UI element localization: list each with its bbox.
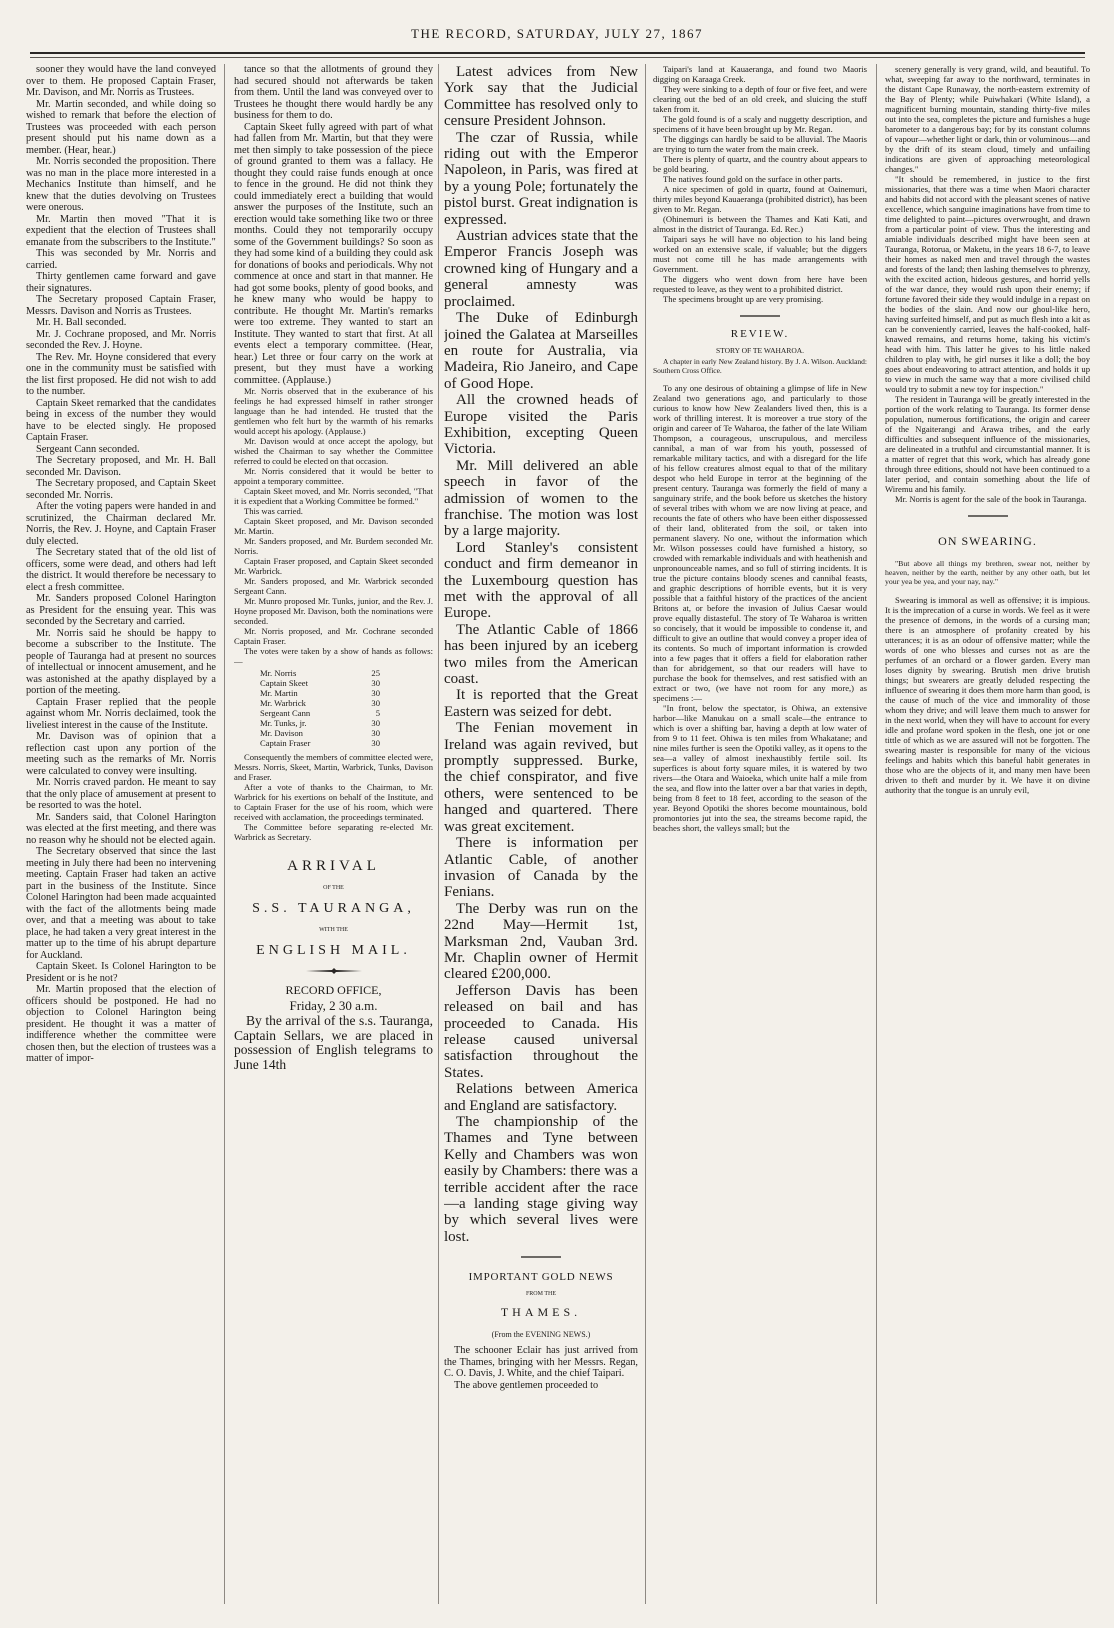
minutes-paragraph: After a vote of thanks to the Chairman, to Mr. Warbrick for his exertions on behalf of the Institute, and to Captain Fraser for the use of his room, which were received with acclamation, the proceedings terminated.: [234, 782, 433, 822]
arrival-with-the: WITH THE: [319, 927, 348, 933]
paragraph: The diggings can hardly be said to be alluvial. The Maoris are trying to turn the water from the main creek.: [653, 134, 867, 154]
minutes-paragraph: Mr. Sanders proposed, and Mr. Warbrick seconded Sergeant Cann.: [234, 576, 433, 596]
vote-count: 30: [371, 688, 380, 698]
column-divider: [876, 64, 877, 1604]
paragraph: Mr. H. Ball seconded.: [36, 317, 127, 328]
minutes-paragraph: The votes were taken by a show of hands as follows:—: [234, 646, 433, 666]
paragraph: Thirty gentlemen came forward and gave their signatures.: [26, 271, 216, 294]
minutes-paragraph: Mr. Norris proposed, and Mr. Cochrane seconded Captain Fraser.: [234, 626, 433, 646]
column-divider: [645, 64, 646, 1604]
arrival-heading: ARRIVAL: [287, 858, 380, 874]
paragraph: sooner they would have the land conveyed over to them. He proposed Captain Fraser, Mr. Davison, and Mr. Norris as Trustees.: [26, 64, 216, 98]
vote-row: [260, 738, 380, 748]
review-paragraph: "In front, below the spectator, is Ohiwa, an extensive harbor—like Manukau on a small scale—the entrance to which is over a shifting bar, having a depth at low water of from 9 to 11 feet. Ohiwa is ten miles from Whakatane; and nine miles further is seen the Opotiki valley, as it opens to the sea—a valley of almost inexhaustibly fertile soil. Its superfices is about forty square miles, it is watered by two rivers—the Otara and Waioeka, which unite half a mile from the sea, and flow into the latter over a bar that varies in depth, being from 8 feet to 18 feet, according to the season of the year. Beyond Opotiki the shores become mountainous, bold promontories jut into the sea, the streams become rapid, the beaches short, the valleys small; but the: [653, 703, 867, 833]
vote-count: 30: [371, 728, 380, 738]
minutes-paragraph: The Committee before separating re-elected Mr. Warbrick as Secretary.: [234, 822, 433, 842]
review-paragraph: "It should be remembered, in justice to the first missionaries, that there was a time when Maori character and habits did not accord with the pleasant scenes of native excellence, which sanguine imaginations have from time to time delighted to paint—pictures overwrought, and drawn from a particular point of view. Thus the interesting and amiable individuals described might have been seen at Tauranga, Rotorua, or Maketu, in the years 18 6-7, to leave their homes as naked men and travel through the wastes and forests of the land; then lashing themselves to phrenzy, with the excited action, hideous gestures, and horrid yells of the war dance, they would rush upon their enemy; if fortune favored their side they would indulge in a repast on the bodies of the slain. And now our ghoul-like hero, having surfeited himself, and put as much flesh into a kit as can be conveniently carried, leaves the half-cooked, half-knawed remains, and returns home, taking his victim's head with him. This latter he gives to his little naked children to play with, he girl nurses it like a doll; the boy goes about endeavoring to attract attention, and holds it up to view in much the same way that a more civilised child would try to submit a new toy for inspection.": [885, 174, 1090, 394]
vote-row: [260, 718, 380, 728]
paragraph: The Rev. Mr. Hoyne considered that every one in the community must be satisfied with the list first proposed. He did not wish to add to the number.: [26, 351, 216, 397]
paragraph: They were sinking to a depth of four or five feet, and were clearing out the bed of an old creek, and sluicing the stuff taken from it.: [653, 84, 867, 114]
paragraph: The schooner Eclair has just arrived from the Thames, bringing with her Messrs. Regan, C. O. Davis, J. White, and the chief Taipari.: [444, 1345, 638, 1380]
vote-row: [260, 698, 380, 708]
arrival-text: By the arrival of the s.s. Tauranga, Captain Sellars, we are placed in possession of English telegrams to June 14th: [234, 1013, 433, 1072]
minutes-paragraph: Mr. Norris considered that it would be better to appoint a temporary committee.: [234, 466, 433, 486]
vote-count: 30: [371, 738, 380, 748]
vote-row: [260, 708, 380, 718]
telegram-item: The championship of the Thames and Tyne between Kelly and Chambers was won easily by Chambers: there was a terrible accident after the race—a landing stage giving way by which several lives were lost.: [444, 1114, 638, 1245]
review-heading: REVIEW.: [730, 328, 790, 340]
masthead-rule-thin: [30, 57, 1085, 58]
vote-row: [260, 728, 380, 738]
telegrams: [444, 64, 638, 1245]
paragraph: Mr. Norris craved pardon. He meant to say that the only place of amusement at present to be resorted to was the hotel.: [26, 777, 216, 811]
telegram-item: The Fenian movement in Ireland was again revived, but promptly suppressed. Burke, the chief conspirator, and five others, were sentenced to be hanged and quartered. There was great excitement.: [444, 720, 638, 835]
paragraph: Mr. Martin seconded, and while doing so wished to remark that before the election of Trustees was proceeded with each person present should put his name down as a member. (Hear, hear.): [26, 98, 216, 156]
gold-place: THAMES.: [500, 1305, 582, 1320]
telegram-item: Austrian advices state that the Emperor Francis Joseph was crowned king of Hungary and a general amnesty was proclaimed.: [444, 228, 638, 310]
review-section: [653, 328, 867, 833]
paragraph: The above gentlemen proceeded to: [454, 1379, 599, 1391]
mail-heading: ENGLISH MAIL.: [256, 943, 411, 958]
arrival-of-the: OF THE: [323, 885, 344, 891]
paragraph: The gold found is of a scaly and nuggetty description, and specimens of it have been brought up by Mr. Regan.: [653, 114, 867, 134]
swearing-epigraph: "But above all things my brethren, swear not, neither by heaven, neither by the earth, neither by any other oath, but let your yea be yea, and your nay, nay.": [885, 559, 1090, 587]
ship-name: S.S. TAURANGA,: [252, 901, 415, 916]
vote-count: 30: [371, 678, 380, 688]
paragraph: The Secretary proposed, and Mr. H. Ball seconded Mr. Davison.: [26, 455, 216, 478]
gold-news: [444, 1271, 638, 1391]
column-divider: [224, 64, 225, 1604]
review-paragraph: Mr. Norris is agent for the sale of the book in Tauranga.: [895, 494, 1087, 504]
paragraph: Mr. Sanders said, that Colonel Harington was elected at the first meeting, and there was no reason why he should not be elected again.: [26, 811, 216, 846]
paragraph: Mr. Davison was of opinion that a reflection cast upon any portion of the meeting such as the remarks of Mr. Norris were calculated to convey were insulting.: [26, 731, 216, 777]
column-divider: [438, 64, 439, 1604]
vote-name: Captain Skeet: [260, 678, 308, 688]
vote-name: Mr. Davison: [260, 728, 303, 738]
minutes-paragraph: Captain Fraser proposed, and Captain Skeet seconded Mr. Warbrick.: [234, 556, 433, 576]
paragraph: The natives found gold on the surface in other parts.: [663, 174, 843, 184]
gold-news-continued: [653, 64, 867, 304]
paragraph: Taipari's land at Kauaeranga, and found two Maoris digging on Karaaga Creek.: [653, 64, 867, 84]
paragraph: A nice specimen of gold in quartz, found at Oainemuri, thirty miles beyond Kauaeranga (prohibited district), has been given to Mr. Regan.: [653, 184, 867, 214]
vote-row: [260, 668, 380, 678]
paragraph: Captain Skeet remarked that the candidates being in excess of the number they would have to be elected singly. He proposed Captain Fraser.: [26, 397, 216, 443]
review-paragraph: To any one desirous of obtaining a glimpse of life in New Zealand two generations ago, and particularly to those curious to know how New Zealanders lived then, this is a work of thrilling interest. It is moreover a true story of the origin and career of Te Waharoa, the father of the late Wiliam Thompson, a courageous, unscrupulous, and merciless cannibal, a man of war from his youth, possessed of remarkable military tactics, and with a disregard for the life of his fellow creatures almost equal to that of the military despot who held Europe in terror at the beginning of the present century. Tauranga was formerly the field of many a sanguinary strife, and the book before us sketches the history of several tribes with whom we are now living at peace, and recounts the fate of others who have been either dispossessed of their land, obliterated from the soil, or taken into permanent slavery. No one, without the information which Mr. Wilson possesses could have furnished a history, so crowded with remarkable individuals and with heathenish and unpronounceable names, and so full of stirring incidents. It is true the picture contains bloody scenes and cannibal feasts, and graphic descriptions of horrible events, but it is very possible that a faithful history of the practices of the ancient Britons at, or before the invasion of Julius Caesar would prove equally distasteful. The story of Te Waharoa is written so concisely, that it would be impossible to condense it, and difficult to give an outline that would convey a proper idea of its contents. So much of important information is crowded into a few pages that it offers a field for elaboration rather than for abridgement, so that our readers will have to purchase the book for themselves, and rest satisfied with an extract or two, (we have not room for any more,) as specimens :—: [653, 383, 867, 703]
institute-minutes: [234, 386, 433, 666]
paragraph: Mr. Martin then moved "That it is expedient that the election of Trustees shall emanate from the subscribers to the Institute.": [26, 213, 216, 248]
telegram-item: Lord Stanley's consistent conduct and firm demeanor in the Luxembourg question has met with the approval of all Europe.: [444, 539, 638, 622]
telegram-item: There is information per Atlantic Cable, of another invasion of Canada by the Fenians.: [444, 835, 638, 901]
paragraph: The Secretary stated that of the old list of officers, some were dead, and others had left the district. It would therefore be necessary to elect a fresh committee.: [26, 547, 216, 593]
separator-icon: [968, 512, 1008, 520]
paragraph: The Secretary proposed Captain Fraser, Messrs. Davison and Norris as Trustees.: [26, 294, 216, 317]
telegram-item: The Derby was run on the 22nd May—Hermit 1st, Marksman 2nd, Vauban 3rd. Mr. Chaplin owner of Hermit cleared £200,000.: [444, 900, 638, 983]
swearing-article: [885, 534, 1090, 795]
swearing-body: [885, 595, 1090, 795]
review-paragraph: The resident in Tauranga will be greatly interested in the portion of the work relating to Tauranga. Its former dense population, numerous fortifications, the origin and career of the Ngaiterangi and Arawa tribes, and the early difficulties and subsequent influence of the missionaries, are delineated in a truthful and circumstantial manner. It is a matter of regret that this work, which has already gone through three editions, should not have been continued to a later period, and contain something about the life of Wiremu and his family.: [885, 394, 1090, 494]
paragraph: Sergeant Cann seconded.: [36, 443, 140, 455]
telegram-item: All the crowned heads of Europe visited the Paris Exhibition, excepting Queen Victoria.: [444, 392, 638, 458]
vote-name: Mr. Martin: [260, 688, 298, 698]
arrival-notice: [234, 858, 433, 1072]
gold-from-the: FROM THE: [525, 1291, 557, 1298]
institute-minutes-end: [234, 752, 433, 842]
paragraph: Captain Skeet fully agreed with part of what had fallen from Mr. Martin, but that they were met then simply to take possession of the piece of ground granted to them was a fallacy. He thought they could raise funds enough at once to fence in the ground. He did not think they could immediately erect a building that would answer the purposes of the Institute, such an erection would take something like two or three months. Could they not temporarily occupy some of the Government buildings? So soon as they had some kind of a building they could ask for donations of books and periodicals. Why not commence at once and start in that manner. He had got some books, plenty of good books, and he knew many who would be happy to contribute. He thought Mr. Martin's remarks were too extreme. They wanted to start an Institute. They wanted to start that first. At all events elect a temporary committee. (Hear, hear.) Let three or four carry on the work at present, but they must have a working committee. (Applause.): [234, 121, 433, 386]
vote-name: Captain Fraser: [260, 738, 311, 748]
vote-count: 25: [371, 668, 380, 678]
column-2: [234, 64, 433, 1614]
time-line: Friday, 2 30 a.m.: [289, 998, 378, 1013]
swearing-heading: ON SWEARING.: [938, 534, 1037, 548]
vote-name: Mr. Warbrick: [260, 698, 306, 708]
minutes-paragraph: Captain Skeet moved, and Mr. Norris seconded, "That it is expedient that a Working Committee be formed.": [234, 486, 433, 506]
masthead-rule: [30, 52, 1085, 54]
paragraph: Mr. Martin proposed that the election of officers should be postponed. He had no objection to Colonel Harington being president. He thought it was a matter of indifference whether the committee were chosen then, but the election of trustees was a matter of impor-: [26, 984, 216, 1064]
column-1: [26, 64, 216, 1614]
paragraph: Mr. J. Cochrane proposed, and Mr. Norris seconded the Rev. J. Hoyne.: [26, 328, 216, 351]
vote-row: [260, 678, 380, 688]
minutes-paragraph: Mr. Sanders proposed, and Mr. Burdem seconded Mr. Norris.: [234, 536, 433, 556]
telegram-item: The Atlantic Cable of 1866 has been injured by an iceberg two miles from the American coast.: [444, 621, 638, 688]
masthead: [0, 18, 1114, 58]
paragraph: There is plenty of quartz, and the country about appears to be gold bearing.: [653, 154, 867, 174]
paragraph: After the voting papers were handed in and scrutinized, the Chairman declared Mr. Norris, the Rev. J. Hoyne, and Captain Fraser duly elected.: [26, 501, 216, 547]
paragraph: The Secretary observed that since the last meeting in July there had been no intervening meeting. Captain Fraser had taken an active part in the business of the Institute. Since Colonel Harington had been made acquainted with the fact of the allotments being made over, and that a meeting was about to take place, he had taken a very great interest in the matter up to the time of his abrupt departure for Auckland.: [26, 846, 216, 961]
paragraph: Swearing is immoral as well as offensive; it is impious. It is the imprecation of a curse in words. We feel as it were the presence of demons, in the words of a cursing man; there is an atmosphere of profanity created by his utterances; it is as an odour of offensive matter; while the words of one who blesses and curses not as are the perfumes of an orchard or a flower garden. Every man loses dignity by swearing. Brutish men drive brutish things; but swearers are greatly deluded respecting the influence of swearing it does them more harm than good, is the cause of much of the vice and immorality of those whom they drive; and will leave them much to answer for in the next world, when they will have to account for every idle and profane word spoken in the flesh, one jot or one tittle of which as we are assured will not be forgotten. The swearing master is responsible for many of the vicious feelings and habits which this baneful habit generates in those who are the objects of it, and many men have been driven to theft and murder by it. We have it on divine authority that the tongue is an unruly evil,: [885, 594, 1090, 795]
vote-name: Mr. Norris: [260, 668, 297, 678]
gold-heading: IMPORTANT GOLD NEWS: [468, 1271, 614, 1284]
column-5: [885, 64, 1090, 1614]
paragraph: Mr. Norris seconded the proposition. There was no man in the place more interested in a Mechanics Institute than himself, and he knew that the duties devolving on Trustees were onerous.: [26, 156, 216, 213]
minutes-paragraph: Mr. Norris observed that in the exuberance of his feelings he had expressed himself in rather stronger language than he had intended. He trusted that the gentlemen who felt hurt by the warmth of his remarks would accept his apology. (Applause.): [234, 386, 433, 436]
separator-icon: [521, 1253, 561, 1261]
minutes-paragraph: Mr. Davison would at once accept the apology, but wished the Chairman to say whether the Committee referred to could be elected on that occasion.: [234, 436, 433, 466]
telegram-item: Relations between America and England are satisfactory.: [444, 1081, 638, 1114]
review-subtitle: A chapter in early New Zealand history. By J. A. Wilson. Auckland: Southern Cross Office.: [653, 357, 867, 375]
paragraph: This was seconded by Mr. Norris and carried.: [26, 248, 216, 271]
column-3: [444, 64, 638, 1614]
votes-table: [260, 668, 380, 748]
paragraph: The specimens brought up are very promising.: [663, 294, 824, 304]
minutes-paragraph: This was carried.: [244, 506, 303, 516]
telegram-item: Latest advices from New York say that the Judicial Committee has resolved only to censure President Johnson.: [444, 64, 638, 130]
minutes-paragraph: Consequently the members of committee elected were, Messrs. Norris, Skeet, Martin, Warbrick, Tunks, Davison and Fraser.: [234, 752, 433, 782]
vote-count: 30: [371, 718, 380, 728]
telegram-item: Jefferson Davis has been released on bail and has proceeded to Canada. His release caused universal satisfaction throughout the States.: [444, 982, 638, 1081]
review-paragraph: scenery generally is very grand, wild, and beautiful. To what, sweeping far away to the northward, terminates in the distant Cape Runaway, the north-eastern extremity of the Bay of Plenty; while Puiwhakari (White Island), a magnificent burning mountain, standing thirty-five miles out into the sea, completes the picture and furnishes a huge barometer to a dangerous bay; for by its constant columns of vapour—whether light or dark, thin or voluminous—and by the drift of its steam cloud, timely and unfailing indications are given of approaching meteorological changes.": [885, 64, 1090, 174]
telegram-item: Mr. Mill delivered an able speech in favor of the admission of women to the franchise. The motion was lost by a large majority.: [444, 457, 638, 540]
separator-icon: [740, 312, 780, 320]
vote-count: 30: [371, 698, 380, 708]
paragraph: Mr. Sanders proposed Colonel Harington as President for the ensuing year. This was seconded by the Secretary and carried.: [26, 593, 216, 627]
paragraph: The Secretary proposed, and Captain Skeet seconded Mr. Norris.: [26, 478, 216, 501]
institute-report-continued: [234, 64, 433, 386]
paragraph: Taipari says he will have no objection to his land being worked on an extensive scale, if valuable; but the diggers must not come till he has made arrangements with Government.: [653, 234, 867, 274]
paragraph: The diggers who went down from here have been requested to leave, as they went to a prohibited district.: [653, 274, 867, 294]
minutes-paragraph: Mr. Munro proposed Mr. Tunks, junior, and the Rev. J. Hoyne proposed Mr. Davison, both the nominations were seconded.: [234, 596, 433, 626]
paragraph: (Ohinemuri is between the Thames and Kati Kati, and almost in the district of Tauranga. Ed. Rec.): [653, 214, 867, 234]
gold-body: [444, 1345, 638, 1391]
review-title: STORY OF TE WAHAROA.: [715, 346, 805, 355]
ornament-rule-icon: [304, 967, 364, 975]
masthead-title: THE RECORD, SATURDAY, JULY 27, 1867: [411, 26, 703, 41]
office-line: RECORD OFFICE,: [285, 983, 382, 997]
telegram-item: The Duke of Edinburgh joined the Galatea at Marseilles en route for Australia, via Madeira, Rio Janeiro, and Cape of Good Hope.: [444, 310, 638, 392]
vote-name: Sergeant Cann: [260, 708, 311, 718]
telegram-item: The czar of Russia, while riding out with the Emperor Napoleon, in Paris, was fired at by a young Pole; fortunately the pistol burst. Great indignation is expressed.: [444, 129, 638, 228]
vote-name: Mr. Tunks, jr.: [260, 718, 307, 728]
paragraph: Captain Fraser replied that the people against whom Mr. Norris declaimed, took the liveliest interest in the cause of the Institute.: [26, 696, 216, 731]
review-continued: [885, 64, 1090, 504]
paragraph: Mr. Norris said he should be happy to become a subscriber to the Institute. The people of Tauranga had at present no sources of intellectual or innocent amusement, and he was astonished at the apathy displayed by a portion of the meeting.: [26, 627, 216, 696]
vote-count: 5: [375, 708, 380, 718]
column-4: [653, 64, 867, 1614]
paragraph: Captain Skeet. Is Colonel Harington to be President or is he not?: [26, 961, 216, 984]
paragraph: tance so that the allotments of ground they had secured should not afterwards be taken from them. Until the land was conveyed over to Trustees he thought there would hardly be any business for them to do.: [234, 64, 433, 121]
review-body: [653, 383, 867, 833]
minutes-paragraph: Captain Skeet proposed, and Mr. Davison seconded Mr. Martin.: [234, 516, 433, 536]
vote-row: [260, 688, 380, 698]
telegram-item: It is reported that the Great Eastern was seized for debt.: [444, 687, 638, 720]
gold-source: (From the EVENING NEWS.): [491, 1330, 591, 1340]
